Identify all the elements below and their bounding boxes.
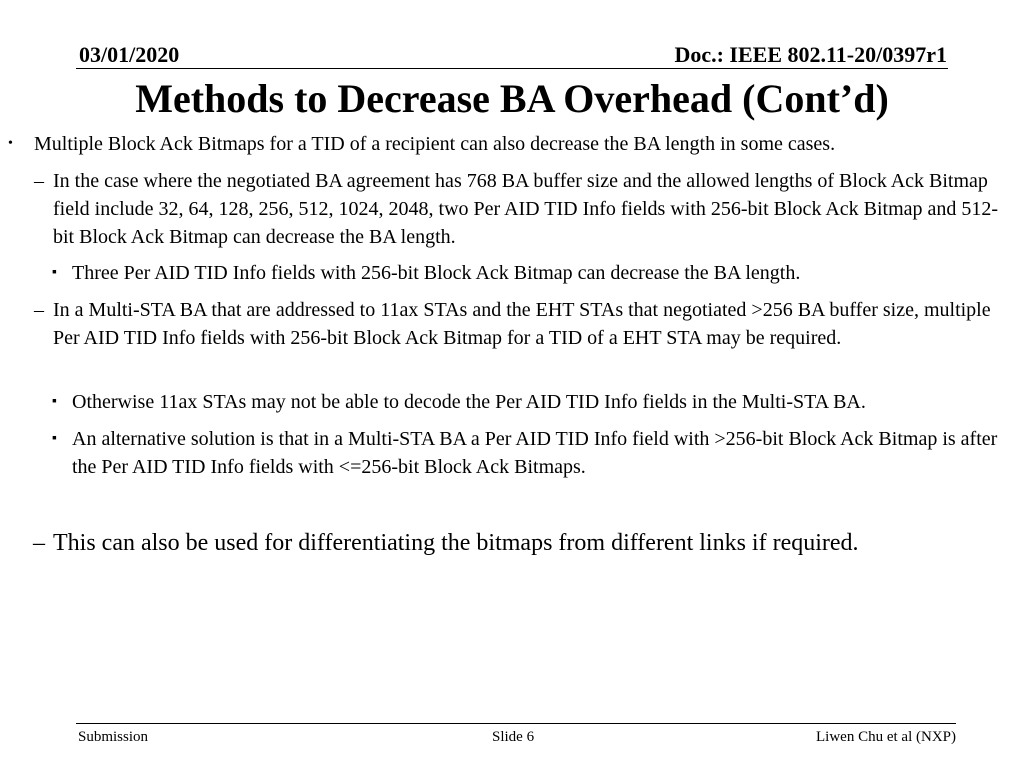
header-divider — [76, 68, 948, 69]
bullet-case2-sub2-text: An alternative solution is that in a Multi-STA BA a Per AID TID Info field with >256-bit Block Ack Bitmap is after the Per AID TID Info fields with <=256-bit Block Ack Bitmaps. — [72, 428, 998, 478]
bullet-case3 — [33, 528, 1008, 558]
footer-divider — [76, 723, 956, 724]
bullet-dot-icon: • — [8, 136, 13, 151]
square-bullet-icon: ▪ — [52, 394, 57, 409]
bullet-main-text: Multiple Block Ack Bitmaps for a TID of a recipient can also decrease the BA length in some cases. — [34, 133, 836, 155]
footer-submission: Submission — [78, 729, 149, 745]
bullet-case2 — [34, 296, 1008, 352]
bullet-case2-sub1-text: Otherwise 11ax STAs may not be able to decode the Per AID TID Info fields in the Multi-STA BA. — [72, 391, 866, 413]
bullet-case1-sub1-text: Three Per AID TID Info fields with 256-bit Block Ack Bitmap can decrease the BA length. — [72, 262, 801, 284]
bullet-main — [8, 130, 994, 158]
bullet-case1-sub1 — [52, 259, 1002, 287]
dash-icon: – — [33, 530, 45, 556]
bullet-case2-sub1 — [52, 388, 1002, 416]
dash-icon: – — [34, 299, 44, 321]
dash-icon: – — [34, 170, 44, 192]
footer-authors: Liwen Chu et al (NXP) — [816, 729, 956, 745]
header-date: 03/01/2020 — [79, 42, 180, 67]
square-bullet-icon: ▪ — [52, 431, 57, 446]
bullet-case3-text: This can also be used for differentiating the bitmaps from different links if required. — [53, 530, 859, 556]
header-doc-id: Doc.: IEEE 802.11-20/0397r1 — [674, 42, 947, 67]
bullet-case1-text: In the case where the negotiated BA agreement has 768 BA buffer size and the allowed lengths of Block Ack Bitmap field include 32, 64, 128, 256, 512, 1024, 2048, two Per AID TID Info fields with 256-bit Block Ack Bitmap and 512-bit Block Ack Bitmap can decrease the BA length. — [53, 170, 999, 248]
square-bullet-icon: ▪ — [52, 265, 57, 280]
slide-title: Methods to Decrease BA Overhead (Cont’d) — [135, 76, 889, 121]
bullet-case2-sub2 — [52, 425, 1002, 481]
bullet-case1 — [34, 167, 1008, 251]
bullet-case2-text: In a Multi-STA BA that are addressed to 11ax STAs and the EHT STAs that negotiated >256 BA buffer size, multiple Per AID TID Info fields with 256-bit Block Ack Bitmap for a TID of a EHT STA may be required. — [53, 299, 991, 349]
footer-slide-number: Slide 6 — [492, 729, 535, 745]
